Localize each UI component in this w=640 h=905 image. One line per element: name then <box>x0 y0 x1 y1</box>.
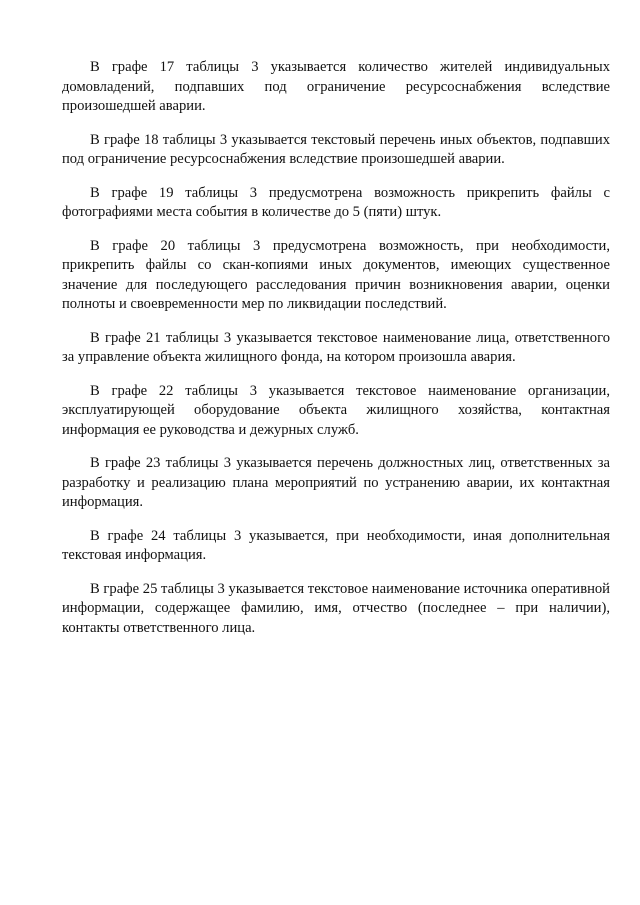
paragraph-column-24: В графе 24 таблицы 3 указывается, при необходимости, иная дополнительная текстовая информация. <box>62 527 610 563</box>
paragraph-column-17: В графе 17 таблицы 3 указывается количество жителей индивидуальных домовладений, подпавших под ограничение ресурсоснабжения вследствие произошедшей аварии. <box>62 59 610 114</box>
paragraph-column-21: В графе 21 таблицы 3 указывается текстовое наименование лица, ответственного за управление объекта жилищного фонда, на котором произошла авария. <box>62 329 610 365</box>
paragraph-column-18: В графе 18 таблицы 3 указывается текстовый перечень иных объектов, подпавших под ограничение ресурсоснабжения вследствие произошедшей аварии. <box>62 131 610 167</box>
paragraph-column-19: В графе 19 таблицы 3 предусмотрена возможность прикрепить файлы с фотографиями места события в количестве до 5 (пяти) штук. <box>62 184 610 220</box>
paragraph-column-25: В графе 25 таблицы 3 указывается текстовое наименование источника оперативной информации, содержащее фамилию, имя, отчество (последнее – при наличии), контакты ответственного лица. <box>62 580 610 636</box>
document-body <box>62 58 610 652</box>
paragraph-column-20: В графе 20 таблицы 3 предусмотрена возможность, при необходимости, прикрепить файлы со скан-копиями иных документов, имеющих существенное значение для последующего расследования причин возникновения аварии, оценки полноты и своевременности мер по ликвидации последствий. <box>62 237 610 312</box>
paragraph-column-22: В графе 22 таблицы 3 указывается текстовое наименование организации, эксплуатирующей оборудование объекта жилищного хозяйства, контактная информация ее руководства и дежурных служб. <box>62 382 610 438</box>
paragraph-column-23: В графе 23 таблицы 3 указывается перечень должностных лиц, ответственных за разработку и реализацию плана мероприятий по устранению аварии, их контактная информация. <box>62 455 610 510</box>
